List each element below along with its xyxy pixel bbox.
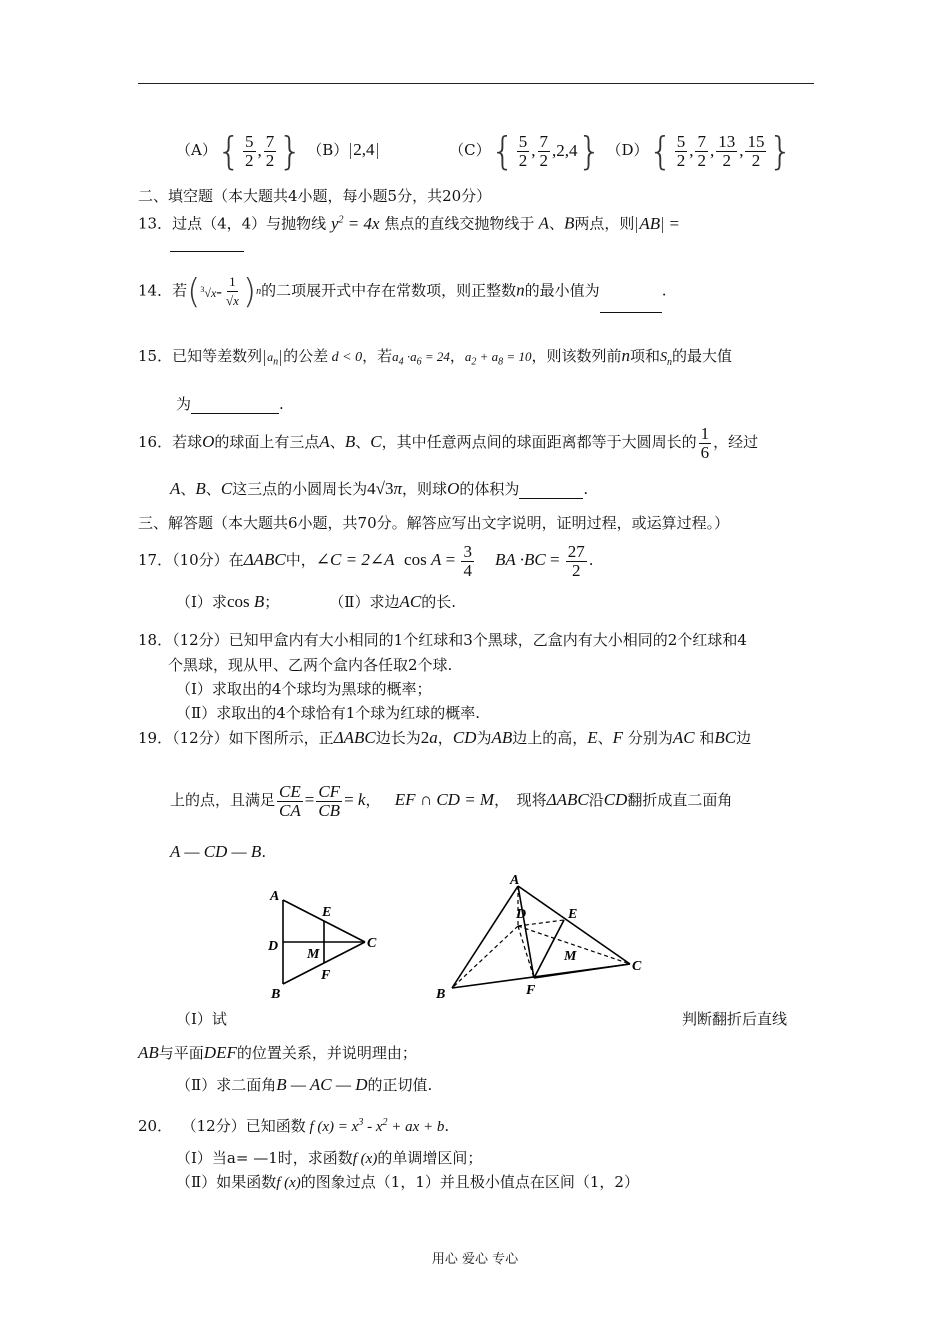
question-17: 17．（10分）在ΔABC中，∠C = 2∠A cos A = $\frac{3}{4}$ BA ·BC = $\frac{27}{2}$ .: [138, 541, 594, 580]
question-19-part1: （Ⅰ）试: [176, 1010, 227, 1028]
question-20: 20． （12分）已知函数 f $(x) = x^3 - x^2$ + ax + b.: [138, 1117, 450, 1135]
question-18-part2: （Ⅱ）求取出的4个球恰有1个球为红球的概率.: [176, 704, 481, 722]
fig2-label-b: B: [436, 987, 446, 1002]
question-19-line3: A — CD — B.: [170, 842, 267, 861]
question-19-part2: （Ⅱ）求二面角B — AC — D的正切值.: [176, 1075, 433, 1094]
fig1-label-c: C: [367, 936, 377, 951]
section-3-heading: 三、解答题（本大题共6小题，共70分。解答应写出文字说明，证明过程，或运算过程。）: [138, 514, 730, 532]
question-18: 18．（12分）已知甲盒内有大小相同的1个红球和3个黑球，乙盒内有大小相同的2个红球和4: [138, 631, 747, 649]
fig1-label-m: M: [307, 947, 320, 962]
question-19-line2: 上的点，且满足 $\frac{CE}{CA}$ = $\frac{CF}{CB}$ = k， EF ∩ CD = M， 现将ΔABC沿CD翻折成直二面角: [170, 781, 733, 820]
question-19-part1-cont: AB与平面DEF的位置关系，并说明理由；: [138, 1043, 417, 1062]
question-13-blank: [170, 232, 244, 252]
section-2-heading: 二、填空题（本大题共4小题，每小题5分，共20分）: [138, 187, 492, 205]
question-18-part1: （Ⅰ）求取出的4个球均为黑球的概率；: [176, 680, 432, 698]
question-13: 13．过点（4，4）与抛物线 $y^2 = 4x$ 焦点的直线交抛物线于 A、B两点，则 AB =: [138, 213, 680, 233]
question-20-part2: （Ⅱ）如果函数f (x)的图象过点（1，1）并且极小值点在区间（1，2）: [176, 1173, 639, 1191]
question-18-line2: 个黑球，现从甲、乙两个盒内各任取2个球.: [168, 656, 453, 674]
option-c-value: { $\frac{5}{2}$ , $\frac{7}{2}$ ,2,4 }: [490, 129, 602, 173]
fig2-label-d: D: [516, 907, 527, 922]
fig1-label-f: F: [321, 968, 331, 983]
fig1-label-a: A: [270, 889, 280, 904]
fig2-label-e: E: [568, 907, 578, 922]
option-b-value: 2,4: [348, 140, 379, 159]
question-17-parts: （Ⅰ）求cos B； （Ⅱ）求边AC的长.: [176, 592, 456, 611]
option-d-value: { $\frac{5}{2}$ , $\frac{7}{2}$ , $\frac{13}{2}$ , $\frac{15}{2}$ }: [648, 129, 793, 173]
question-14: 14．若 ( $^3$√x - $\frac{1}{√x}$ ) n 的二项展开式中存在常数项，则正整数n的最小值为 .: [138, 271, 667, 312]
question-16: 16．若球O的球面上有三点A、B、C，其中任意两点间的球面距离都等于大圆周长的 $\frac{1}{6}$ ，经过: [138, 423, 759, 462]
option-b-label: （B）: [307, 141, 349, 159]
fig2-label-f: F: [526, 983, 536, 998]
question-19: 19．（12分）如下图所示，正ΔABC边长为2a，CD为AB边上的高，E、F 分别为AC 和BC边: [138, 728, 752, 747]
option-a-label: （A）: [176, 141, 217, 159]
fig1-label-b: B: [271, 987, 281, 1002]
options-row: [176, 130, 793, 171]
question-20-part1: （Ⅰ）当a= —1时，求函数f (x)的单调增区间；: [176, 1149, 483, 1167]
question-15-blank: 为 .: [176, 395, 284, 413]
fig2-label-a: A: [510, 873, 520, 888]
fig2-label-c: C: [632, 959, 642, 974]
question-19-part1-right: 判断翻折后直线: [682, 1010, 788, 1028]
option-d-label: （D）: [606, 141, 649, 159]
question-15: 15．已知等差数列 $a_n$ 的公差 d < 0，若$a_4 \cdot a_6 = 24$，$a_2 + a_8 = 10$，则该数列前n项和$S_n$的最大值: [138, 346, 732, 368]
figure-folded-pyramid: [430, 868, 650, 1003]
option-a-value: { $\frac{5}{2}$ , $\frac{7}{2}$ }: [216, 129, 303, 173]
page-footer: 用心 爱心 专心: [431, 1252, 519, 1267]
fig1-label-d: D: [268, 939, 279, 954]
figure-flat-triangle: [255, 880, 395, 1005]
option-c-label: （C）: [449, 141, 491, 159]
question-16-cont: A、B、C这三点的小圆周长为4√3π，则球O的体积为 .: [170, 479, 589, 498]
fig2-label-m: M: [564, 949, 577, 964]
header-rule: [138, 83, 814, 84]
fig1-label-e: E: [322, 905, 332, 920]
